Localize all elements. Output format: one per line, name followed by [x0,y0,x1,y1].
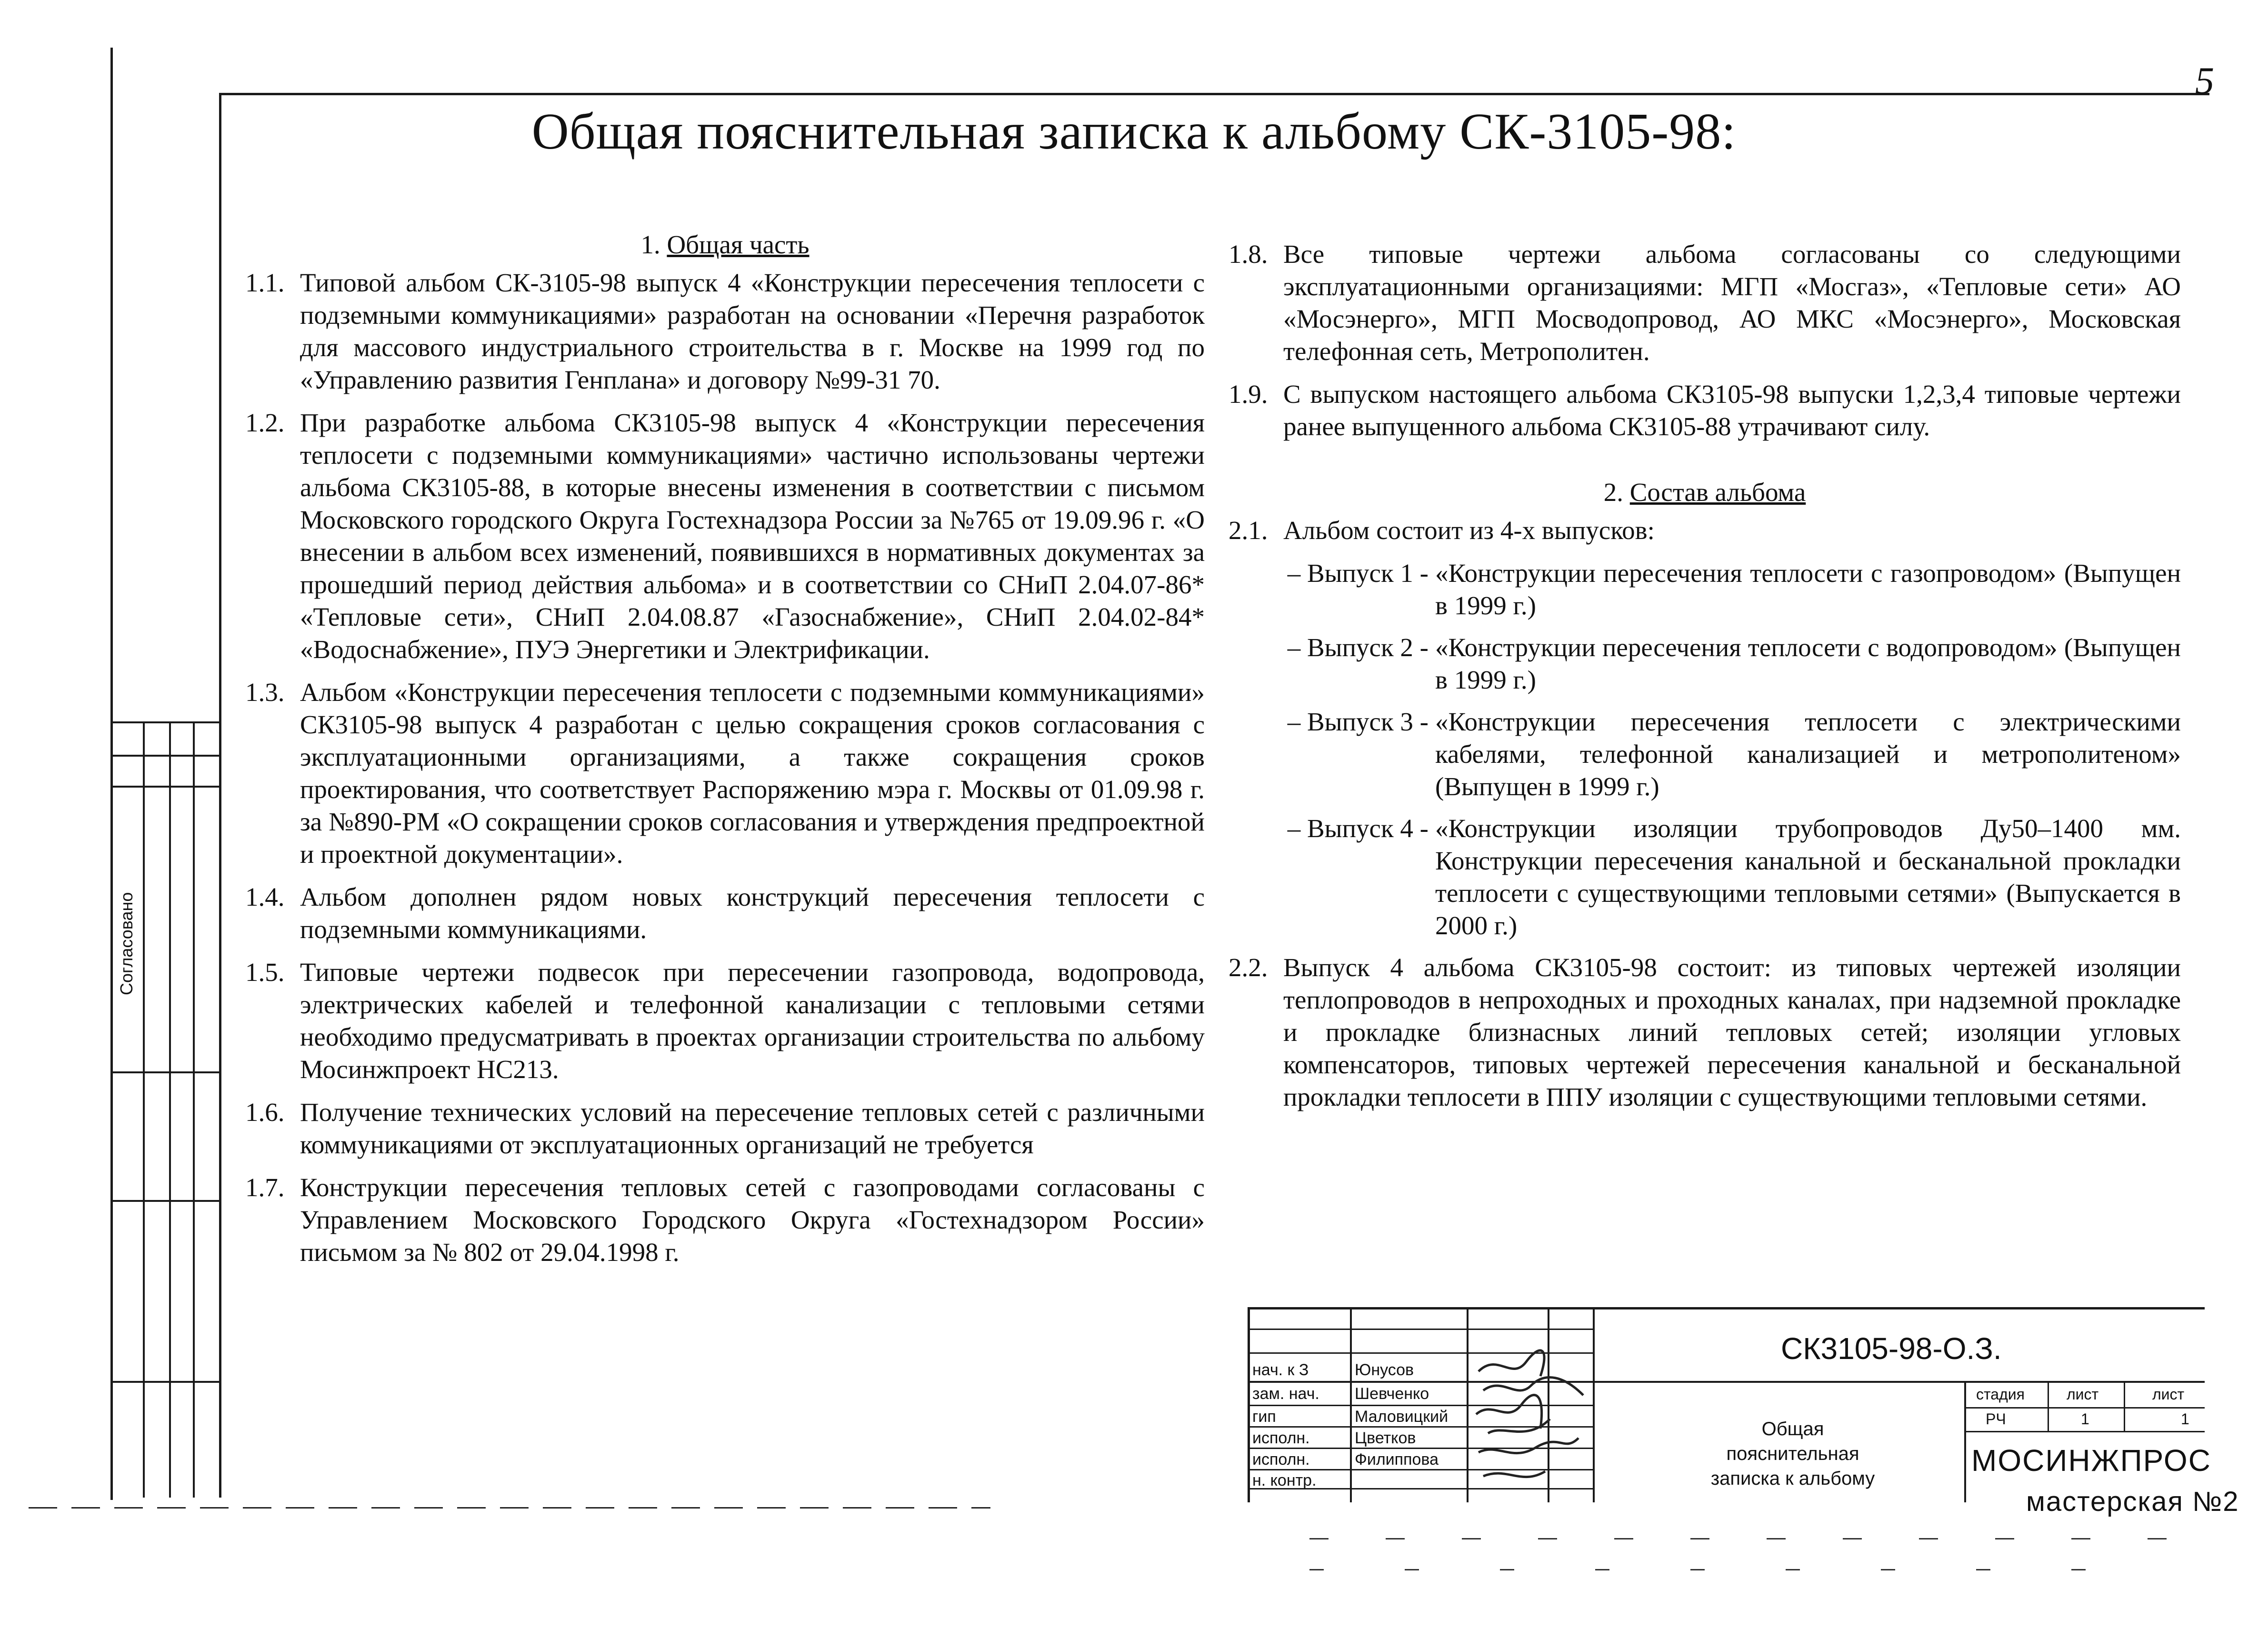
sheet-value: 1 [2081,1410,2089,1428]
section-title: Состав альбома [1629,478,1806,507]
left-column [245,229,1205,1279]
list-item [1229,514,2181,547]
side-table-row [110,755,220,757]
item-number: 1.8. [1229,240,1268,269]
list-item [245,1096,1205,1161]
item-number: 1.7. [245,1173,285,1202]
stage-header: стадия [1976,1386,2025,1403]
stamp-line [1964,1431,2205,1432]
stamp-role: исполн. [1252,1429,1310,1447]
scan-dashes [1309,1538,2167,1539]
issue-label: – Выпуск 4 - [1287,814,1429,843]
item-text: С выпуском настоящего альбома СК3105-98 выпуски 1,2,3,4 типовые чертежи ранее выпущенного альбома СК3105-88 утрачивают силу. [1283,380,2181,441]
issue-item [1229,557,2181,622]
stamp-line [1964,1381,1966,1502]
page-title: Общая пояснительная записка к альбому СК-3105-98: [531,103,1737,160]
item-number: 1.9. [1229,380,1268,409]
item-text: Альбом состоит из 4-х выпусков: [1283,516,1655,545]
item-text: Все типовые чертежи альбома согласованы со следующими эксплуатационными организациями: МГП «Мосгаз», «Тепловые сети» АО «Мосэнерго», МГП Мосводопровод, АО МКС «Мосэнерго», Московская телефонная сеть, Метрополитен. [1283,240,2181,366]
section-1-heading [245,229,1205,261]
side-table-row [110,786,220,788]
item-text: Альбом «Конструкции пересечения теплосети с подземными коммуникациями» СК3105-98 выпуск 4 разработан с целью сокращения сроков согласования с эксплуатационными организациями, а также сокращения сроков проектирования, что соответствует Распоряжению мэра г. Москвы от 01.09.98 г. за №890-РМ «О сокращении сроков согласования и утверждения предпроектной и проектной документации». [300,678,1205,869]
list-item [245,1171,1205,1269]
list-item [1229,951,2181,1113]
stamp-name: Юнусов [1355,1361,1414,1379]
list-item [245,881,1205,946]
list-item [245,956,1205,1086]
frame-bottom-dashes [29,1507,990,1509]
item-number: 2.1. [1229,516,1268,545]
stamp-role: н. контр. [1252,1471,1317,1489]
list-item [245,676,1205,870]
issue-label: – Выпуск 1 - [1287,559,1429,588]
sheets-value: 1 [2181,1410,2189,1428]
stamp-name: Маловицкий [1355,1408,1449,1426]
stamp-name: Шевченко [1355,1385,1429,1403]
right-column [1229,238,2181,1124]
section-title: Общая часть [667,230,809,259]
stamp-role: зам. нач. [1252,1385,1319,1403]
issue-item [1229,706,2181,803]
stamp-role: нач. к З [1252,1361,1309,1379]
signatures-graphic [1469,1333,1593,1495]
page-number: 5 [2195,60,2214,102]
item-number: 1.5. [245,958,285,987]
side-table-row [110,721,220,723]
stamp-role: исполн. [1252,1450,1310,1469]
stamp-line [1964,1407,2205,1409]
section-number: 2. [1603,478,1623,507]
stamp-line [1248,1329,1593,1330]
stage-value: РЧ [1986,1410,2006,1428]
issue-text: «Конструкции изоляции трубопроводов Ду50–1400 мм. Конструкции пересечения канальной и бесканальной прокладки теплосети с существующими тепловыми сетями» (Выпускается в 2000 г.) [1435,814,2181,940]
frame-left-line [219,93,221,1498]
list-item [1229,378,2181,443]
side-table-row [110,1200,220,1202]
item-text: Типовые чертежи подвесок при пересечении газопровода, водопровода, электрических кабелей и телефонной канализации с тепловыми сетями необходимо предусматривать в проектах организации строительства по альбому Мосинжпроект НС213. [300,958,1205,1084]
list-item [1229,238,2181,368]
stamp-line [1248,1307,2205,1309]
section-2-heading [1229,476,2181,509]
issue-text: «Конструкции пересечения теплосети с водопроводом» (Выпущен в 1999 г.) [1435,633,2181,694]
sheet-header: лист [2067,1386,2099,1403]
section-number: 1. [640,230,660,259]
stamp-line [2048,1381,2049,1431]
issue-item [1229,812,2181,942]
issue-text: «Конструкции пересечения теплосети с газопроводом» (Выпущен в 1999 г.) [1435,559,2181,620]
item-number: 2.2. [1229,953,1268,982]
item-text: Альбом дополнен рядом новых конструкций пересечения теплосети с подземными коммуникациями. [300,882,1205,944]
workshop-name: мастерская №2 [2026,1486,2239,1517]
issue-label: – Выпуск 3 - [1287,707,1429,736]
item-number: 1.3. [245,678,285,707]
stamp-name: Цветков [1355,1429,1416,1447]
scan-dashes [1309,1569,2167,1570]
frame-top-line [219,93,2209,95]
stamp-name: Филиппова [1355,1450,1439,1469]
stamp-role: гип [1252,1408,1276,1426]
document-title: Общая пояснительная записка к альбому [1710,1419,1875,1489]
stamp-line [2124,1381,2125,1431]
issue-label: – Выпуск 2 - [1287,633,1429,662]
stamp-line [1248,1381,2205,1383]
item-number: 1.1. [245,268,285,297]
item-text: Конструкции пересечения тепловых сетей с газопроводами согласованы с Управлением Московского Городского Округа «Гостехнадзором России» письмом за № 802 от 29.04.1998 г. [300,1173,1205,1267]
side-table-row [110,1381,220,1383]
sheets-header: лист [2152,1386,2185,1403]
issue-item [1229,631,2181,696]
item-number: 1.6. [245,1098,285,1127]
issue-text: «Конструкции пересечения теплосети с электрическими кабелями, телефонной канализацией и метрополитеном» (Выпущен в 1999 г.) [1435,707,2181,801]
list-item [245,267,1205,396]
organization-name: МОСИНЖПРОС [1971,1443,2211,1478]
side-table-row [110,1071,220,1073]
item-number: 1.4. [245,882,285,911]
item-text: Получение технических условий на пересечение тепловых сетей с различными коммуникациями от эксплуатационных организаций не требуется [300,1098,1205,1159]
list-item [245,407,1205,666]
side-label-approved: Согласовано [117,892,136,995]
item-text: При разработке альбома СК3105-98 выпуск 4 «Конструкции пересечения теплосети с подземными коммуникациями» частично использованы чертежи альбома СК3105-88, в которые внесены изменения в соответствии с письмом Московского городского Округа Гостехнадзора России за №765 от 19.09.96 г. «О внесении в альбом всех изменений, появившихся в нормативных документах за прошедший период действия альбома» и в соответствии со СНиП 2.04.07-86* «Тепловые сети», СНиП 2.04.08.87 «Газоснабжение», СНиП 2.04.02-84* «Водоснабжение», ПУЭ Энергетики и Электрификации. [300,408,1205,664]
item-text: Типовой альбом СК-3105-98 выпуск 4 «Конструкции пересечения теплосети с подземными коммуникациями» разработан на основании «Перечня разработок для массового индустриального строительства в г. Москве на 1999 год по «Управлению развития Генплана» и договору №99-31 70. [300,268,1205,394]
item-text: Выпуск 4 альбома СК3105-98 состоит: из типовых чертежей изоляции теплопроводов в непроходных и проходных каналах, при надземной прокладке и прокладке близнасных линий тепловых сетей; изоляции угловых компенсаторов, типовых чертежей пересечения канальной и бесканальной прокладки теплосети в ППУ изоляции с существующими тепловыми сетями. [1283,953,2181,1111]
item-number: 1.2. [245,408,285,437]
document-code: СК3105-98-О.З. [1781,1331,2002,1366]
stamp-line [1593,1307,1595,1502]
